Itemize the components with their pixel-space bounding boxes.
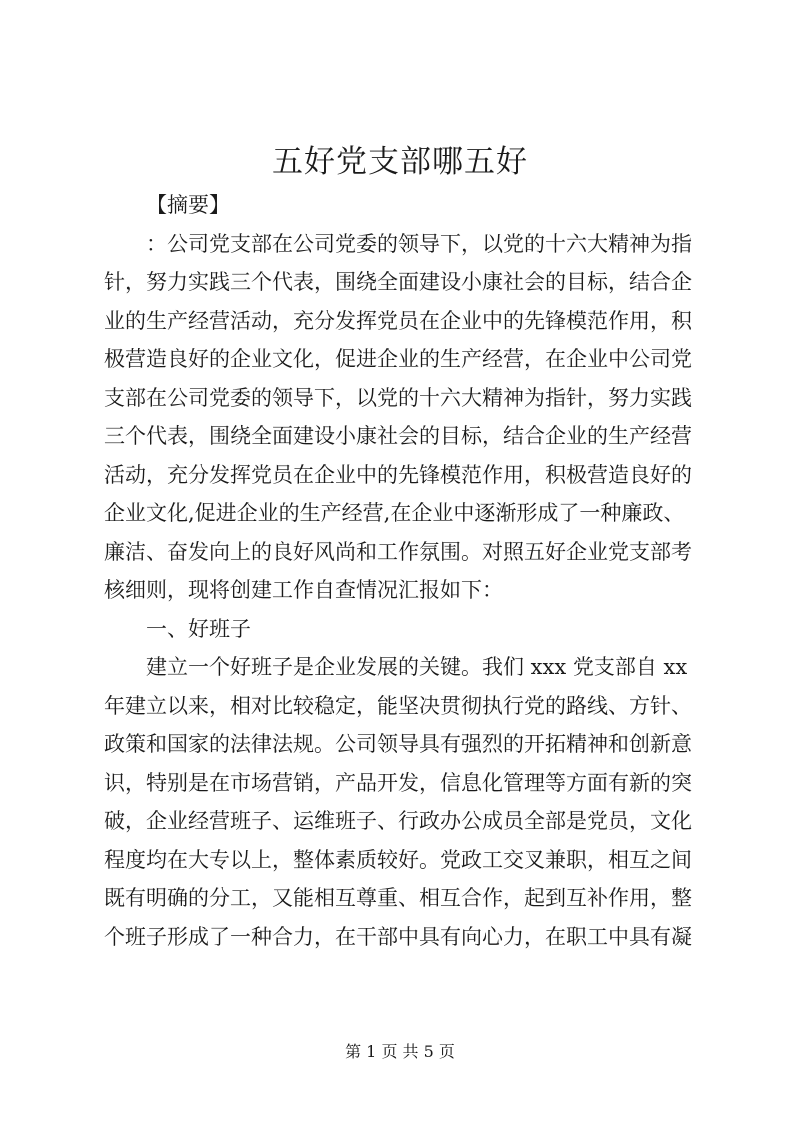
section-line: 个班子形成了一种合力，在干部中具有向心力，在职工中具有凝 [104,924,692,949]
page-footer: 第 1 页 共 5 页 [345,1042,455,1061]
abstract-line: ：公司党支部在公司党委的领导下，以党的十六大精神为指 [146,231,692,256]
abstract-line: 业的生产经营活动，充分发挥党员在企业中的先锋模范作用，积 [104,308,692,333]
section-line: 程度均在大专以上，整体素质较好。党政工交叉兼职，相互之间 [104,847,692,872]
section-line: 既有明确的分工，又能相互尊重、相互合作，起到互补作用，整 [104,886,692,910]
abstract-line: 支部在公司党委的领导下，以党的十六大精神为指针，努力实践 [104,385,692,410]
document-body [104,186,708,956]
abstract-line: 极营造良好的企业文化，促进企业的生产经营，在企业中公司党 [104,347,692,371]
section-line: 识，特别是在市场营销，产品开发，信息化管理等方面有新的突 [104,770,692,795]
document-title: 五好党支部哪五好 [272,144,528,180]
abstract-line: 三个代表，围绕全面建设小康社会的目标，结合企业的生产经营 [104,424,692,448]
abstract-line: 活动，充分发挥党员在企业中的先锋模范作用，积极营造良好的 [104,462,692,487]
abstract-line: 廉洁、奋发向上的良好风尚和工作氛围。对照五好企业党支部考 [104,539,692,564]
section-line: 破，企业经营班子、运维班子、行政办公成员全部是党员，文化 [104,809,692,833]
abstract-line: 核细则，现将创建工作自查情况汇报如下： [104,578,503,602]
section-line: 政策和国家的法律法规。公司领导具有强烈的开拓精神和创新意 [104,732,692,756]
abstract-line: 针，努力实践三个代表，围绕全面建设小康社会的目标，结合企 [104,270,692,294]
abstract-label: 【摘要】 [146,193,230,217]
section-line: 建立一个好班子是企业发展的关键。我们 xxx 党支部自 xx [146,655,688,679]
section-heading: 一、好班子 [146,616,251,641]
abstract-paragraph [104,225,708,610]
section-paragraph [104,648,708,956]
section-line: 年建立以来，相对比较稳定，能坚决贯彻执行党的路线、方针、 [104,693,692,718]
abstract-line: 企业文化,促进企业的生产经营,在企业中逐渐形成了一种廉政、 [104,501,685,525]
